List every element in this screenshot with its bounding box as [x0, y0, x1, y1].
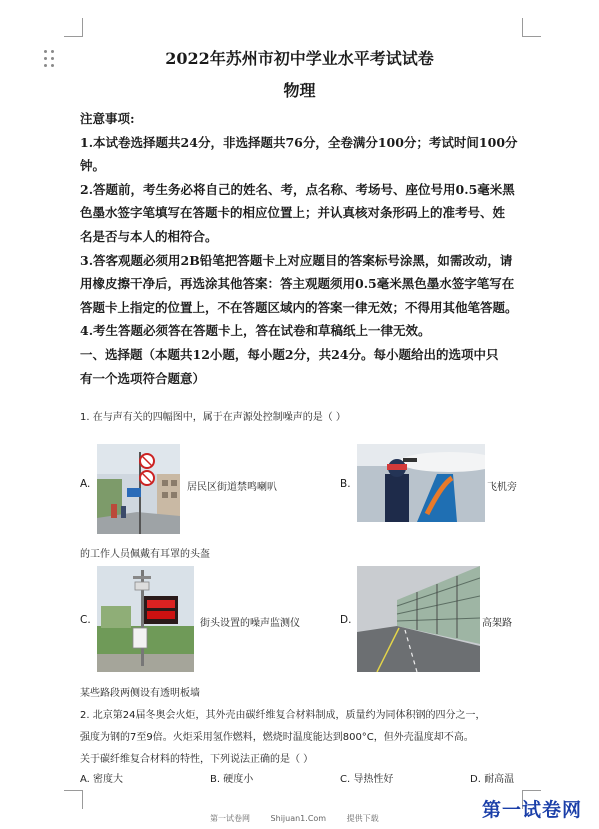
corner-mark-top-right [522, 18, 541, 37]
notice-line: 3.答客观题必须用2B铅笔把答题卡上对应题目的答案标号涂黑，如需改动，请 [80, 252, 513, 268]
option-b-text: 飞机旁 [487, 482, 517, 493]
q2-option-a-letter: A. [80, 774, 90, 785]
q2-option-c-letter: C. [340, 774, 351, 785]
option-a-letter: A. [80, 478, 91, 490]
street-sign-photo [97, 444, 180, 534]
question-2-line: 2. 北京第24届冬奥会火炬，其外壳由碳纤维复合材料制成，质量约为同体积钢的四分之一， [80, 710, 486, 721]
q2-option-a-text: 密度大 [93, 774, 124, 785]
airport-worker-photo [357, 444, 485, 522]
notice-line: 色墨水签字笔填写在答题卡的相应位置上；并认真核对条形码上的准考号、姓 [80, 205, 506, 221]
question-1-stem: 1. 在与声有关的四幅图中，属于在声源处控制噪声的是（ ） [80, 412, 346, 423]
notice-line: 一、选择题（本题共12小题，每小题2分，共24分。每小题给出的选项中只 [80, 346, 499, 362]
footer-provide: 提供下载 [346, 814, 379, 823]
option-c-letter: C. [80, 614, 91, 626]
question-2-line: 强度为钢的7至9倍。火炬采用氢作燃料，燃烧时温度能达到800°C，但外壳温度却不高。 [80, 732, 474, 743]
option-c-text: 街头设置的噪声监测仪 [200, 618, 300, 629]
q2-option-b [210, 770, 253, 785]
footer-site-name: 第一试卷网 [210, 814, 250, 823]
page-footer [210, 813, 397, 824]
option-d-text-continued: 某些路段两侧设有透明板墙 [80, 688, 200, 699]
notice-section [80, 107, 530, 390]
q2-option-c-text: 导热性好 [353, 774, 394, 785]
notice-line: 2.答题前，考生务必将自己的姓名、考，点名称、考场号、座位号用0.5毫米黑 [80, 181, 515, 197]
option-d-text: 高架路 [482, 618, 512, 629]
option-b-text-continued: 的工作人员佩戴有耳罩的头盔 [80, 549, 210, 560]
notice-line: 名是否与本人的相符合。 [80, 228, 218, 244]
option-d-letter: D. [340, 614, 352, 626]
brand-watermark: 第一试卷网 [482, 799, 583, 821]
q2-option-d [470, 770, 514, 785]
corner-mark-bottom-left [64, 790, 83, 809]
notice-line: 1.本试卷选择题共24分，非选择题共76分，全卷满分100分；考试时间100分 [80, 134, 518, 150]
footer-site-url[interactable]: Shijuan1.Com [270, 814, 327, 823]
q2-option-b-letter: B. [210, 774, 221, 785]
notice-line: 用橡皮擦干净后，再选涂其他答案：答主观题须用0.5毫米黑色墨水签字笔写在 [80, 276, 515, 292]
q2-option-c [340, 770, 393, 785]
q2-option-d-letter: D. [470, 774, 481, 785]
noise-monitor-photo [97, 566, 194, 672]
option-a-text: 居民区街道禁鸣喇叭 [187, 482, 277, 493]
option-b-letter: B. [340, 478, 351, 490]
notice-line: 钟。 [80, 158, 106, 174]
notice-line: 答题卡上指定的位置上，不在答题区域内的答案一律无效；不得用其他笔答题。 [80, 299, 518, 315]
notice-line: 4.考生答题必须答在答题卡上，答在试卷和草稿纸上一律无效。 [80, 323, 431, 339]
question-2-line: 关于碳纤维复合材料的特性，下列说法正确的是（ ） [80, 754, 314, 765]
q2-option-b-text: 硬度小 [223, 774, 254, 785]
q2-option-a [80, 770, 123, 785]
elevated-road-photo [357, 566, 480, 672]
exam-title: 2022年苏州市初中学业水平考试试卷 [165, 49, 434, 68]
q2-option-d-text: 耐高温 [484, 774, 515, 785]
corner-mark-top-left [64, 18, 83, 37]
notice-line: 有一个选项符合题意） [80, 370, 206, 386]
notice-heading: 注意事项: [80, 111, 135, 126]
exam-subject: 物理 [283, 81, 316, 100]
